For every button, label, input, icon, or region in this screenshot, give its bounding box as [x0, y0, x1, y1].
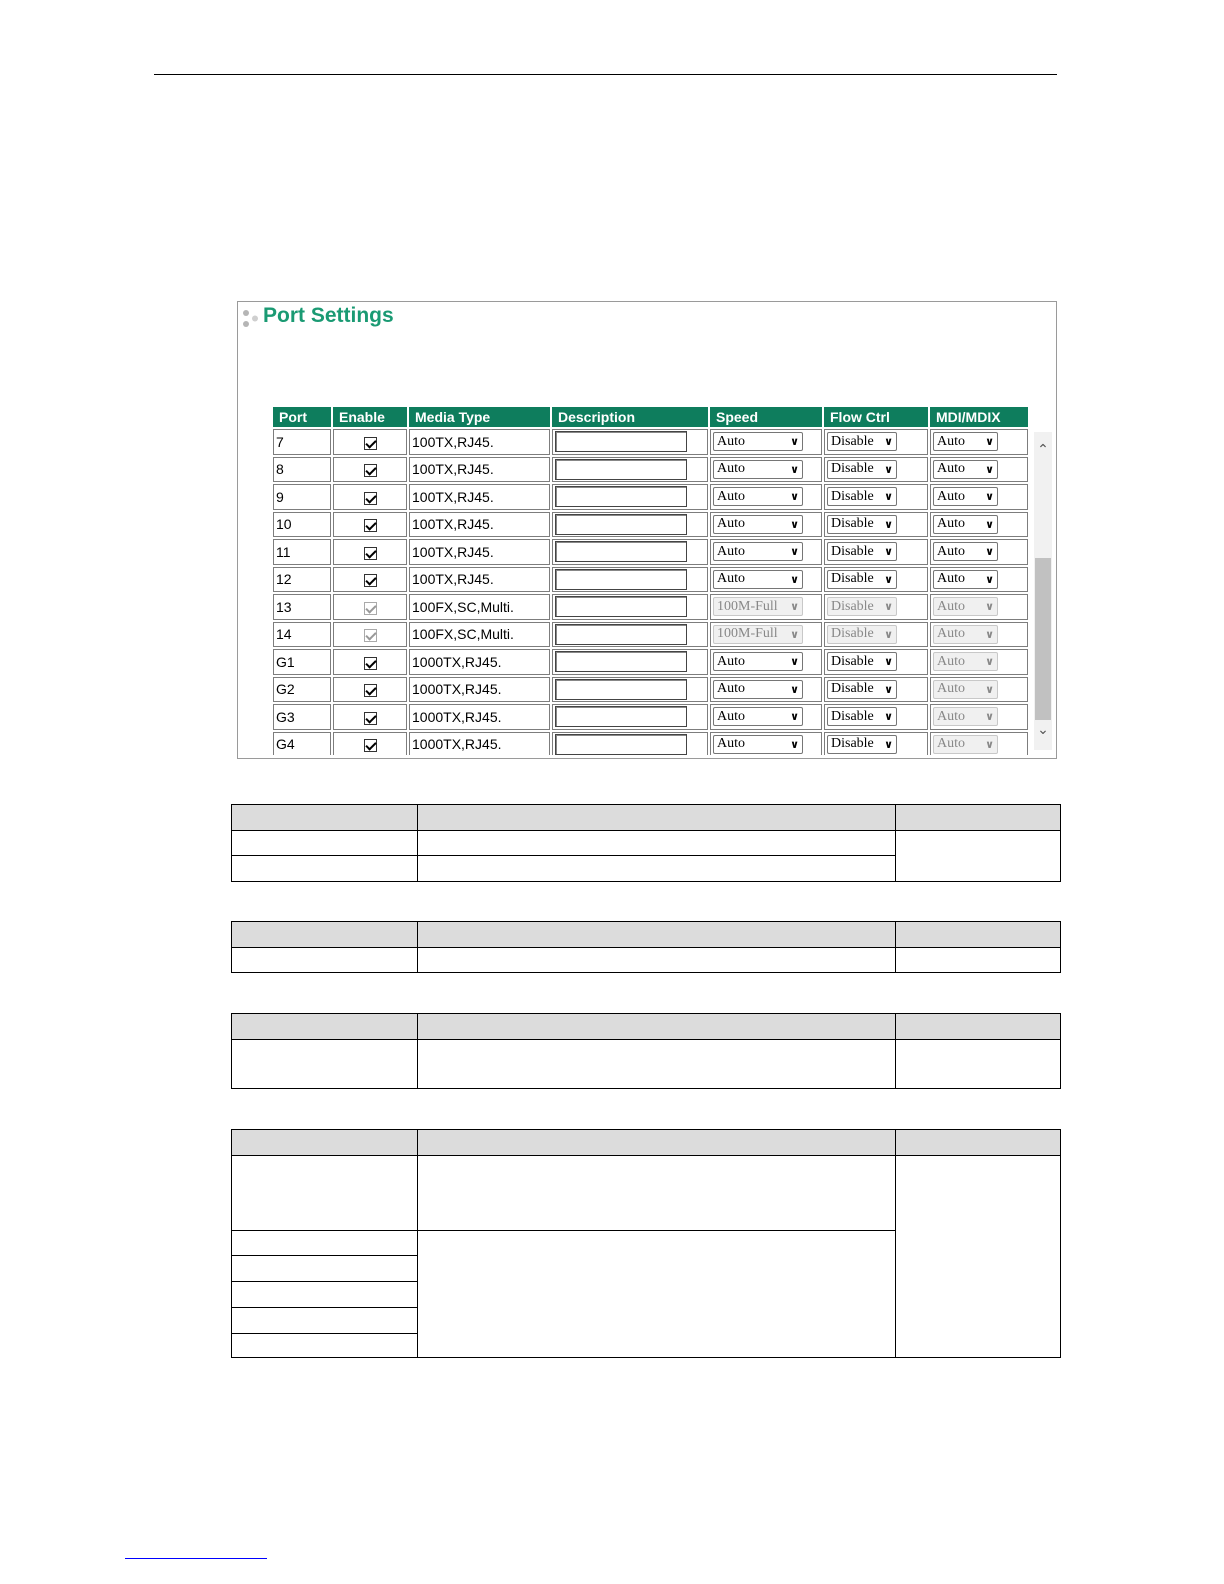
enable-cell: [333, 539, 407, 565]
speed-value: Auto: [717, 543, 745, 559]
chevron-down-icon: ∨: [884, 572, 893, 586]
mdi-select[interactable]: [933, 515, 998, 534]
description-cell: [552, 732, 708, 756]
speed-cell: [710, 512, 822, 538]
enable-checkbox: [364, 629, 377, 642]
port-settings-grid: [271, 405, 1031, 755]
chevron-down-icon: ∨: [790, 682, 799, 696]
table-row: [273, 732, 1028, 756]
table-row: [273, 484, 1028, 510]
flow-ctrl-cell: [824, 512, 928, 538]
enable-cell: [333, 732, 407, 756]
chevron-down-icon: ∨: [790, 517, 799, 531]
chevron-down-icon: ∨: [985, 655, 994, 669]
dots-icon: [242, 309, 260, 329]
mdi-cell: [930, 649, 1028, 675]
chevron-down-icon: ∨: [790, 600, 799, 614]
flow-ctrl-value: Disable: [831, 626, 874, 642]
footer-link-underline: [125, 1558, 267, 1559]
chevron-down-icon: ∨: [985, 600, 994, 614]
chevron-down-icon: ∨: [985, 490, 994, 504]
speed-select: [713, 597, 803, 616]
description-input[interactable]: [555, 651, 687, 672]
flow-ctrl-value: Disable: [831, 708, 874, 724]
description-cell: [552, 594, 708, 620]
table-row: [273, 704, 1028, 730]
speed-value: Auto: [717, 516, 745, 532]
mdi-value: Auto: [937, 681, 965, 697]
description-cell: [552, 649, 708, 675]
settings-table-2: [231, 921, 1061, 973]
scrollbar-thumb[interactable]: [1035, 558, 1051, 720]
port-cell: G2: [273, 677, 331, 703]
speed-value: Auto: [717, 461, 745, 477]
description-cell: [552, 512, 708, 538]
table-row: [273, 429, 1028, 455]
flow-ctrl-select[interactable]: [827, 570, 897, 589]
chevron-down-icon: ∨: [985, 710, 994, 724]
flow-ctrl-cell: [824, 677, 928, 703]
flow-ctrl-select[interactable]: [827, 735, 897, 754]
speed-select[interactable]: [713, 542, 803, 561]
media-type-cell: 100FX,SC,Multi.: [409, 594, 550, 620]
mdi-select: [933, 597, 998, 616]
speed-value: 100M-Full: [717, 598, 778, 614]
media-type-cell: 1000TX,RJ45.: [409, 704, 550, 730]
column-header: Port: [273, 407, 331, 427]
table-header-row: [232, 805, 1061, 831]
media-type-cell: 100TX,RJ45.: [409, 429, 550, 455]
flow-ctrl-value: Disable: [831, 653, 874, 669]
flow-ctrl-cell: [824, 567, 928, 593]
description-cell: [552, 484, 708, 510]
flow-ctrl-select[interactable]: [827, 652, 897, 671]
chevron-down-icon: ∨: [884, 627, 893, 641]
flow-ctrl-value: Disable: [831, 598, 874, 614]
chevron-down-icon: ∨: [985, 435, 994, 449]
table-row: [232, 1156, 1061, 1231]
header-rule: [154, 74, 1057, 75]
table-header-row: [232, 922, 1061, 948]
description-input[interactable]: [555, 541, 687, 562]
flow-ctrl-cell: [824, 732, 928, 756]
flow-ctrl-cell: [824, 539, 928, 565]
media-type-cell: 100TX,RJ45.: [409, 539, 550, 565]
mdi-cell: [930, 677, 1028, 703]
media-type-cell: 100TX,RJ45.: [409, 567, 550, 593]
settings-table-1: [231, 804, 1061, 882]
enable-checkbox[interactable]: [364, 712, 377, 725]
flow-ctrl-cell: [824, 649, 928, 675]
enable-cell: [333, 594, 407, 620]
flow-ctrl-select[interactable]: [827, 707, 897, 726]
media-type-cell: 100TX,RJ45.: [409, 512, 550, 538]
column-header: Description: [552, 407, 708, 427]
mdi-cell: [930, 457, 1028, 483]
mdi-value: Auto: [937, 461, 965, 477]
flow-ctrl-cell: [824, 429, 928, 455]
port-cell: 11: [273, 539, 331, 565]
port-cell: 14: [273, 622, 331, 648]
speed-select[interactable]: [713, 570, 803, 589]
mdi-select[interactable]: [933, 570, 998, 589]
port-cell: 12: [273, 567, 331, 593]
enable-checkbox[interactable]: [364, 464, 377, 477]
chevron-down-icon: ∨: [790, 737, 799, 751]
description-cell: [552, 457, 708, 483]
mdi-value: Auto: [937, 708, 965, 724]
flow-ctrl-select[interactable]: [827, 460, 897, 479]
speed-cell: [710, 649, 822, 675]
table-row: [232, 1040, 1061, 1089]
port-cell: G1: [273, 649, 331, 675]
mdi-value: Auto: [937, 653, 965, 669]
table-header-row: [232, 1130, 1061, 1156]
flow-ctrl-select[interactable]: [827, 432, 897, 451]
speed-value: Auto: [717, 571, 745, 587]
enable-checkbox[interactable]: [364, 519, 377, 532]
speed-cell: [710, 622, 822, 648]
settings-table-3: [231, 1013, 1061, 1089]
flow-ctrl-value: Disable: [831, 571, 874, 587]
mdi-select: [933, 707, 998, 726]
enable-cell: [333, 484, 407, 510]
description-input[interactable]: [555, 624, 687, 645]
chevron-down-icon: ∨: [985, 462, 994, 476]
chevron-down-icon: ∨: [790, 572, 799, 586]
table-row: [273, 677, 1028, 703]
mdi-value: Auto: [937, 543, 965, 559]
speed-cell: [710, 594, 822, 620]
speed-value: Auto: [717, 433, 745, 449]
mdi-select: [933, 735, 998, 754]
flow-ctrl-select: [827, 625, 897, 644]
table-row: [232, 948, 1061, 973]
chevron-down-icon: ∨: [985, 572, 994, 586]
column-header: Flow Ctrl: [824, 407, 928, 427]
flow-ctrl-value: Disable: [831, 543, 874, 559]
enable-cell: [333, 457, 407, 483]
mdi-cell: [930, 512, 1028, 538]
mdi-value: Auto: [937, 626, 965, 642]
table-row: [273, 594, 1028, 620]
speed-cell: [710, 539, 822, 565]
column-header: Media Type: [409, 407, 550, 427]
speed-cell: [710, 484, 822, 510]
speed-value: 100M-Full: [717, 626, 778, 642]
enable-checkbox[interactable]: [364, 739, 377, 752]
flow-ctrl-value: Disable: [831, 736, 874, 752]
description-cell: [552, 567, 708, 593]
speed-select[interactable]: [713, 680, 803, 699]
speed-cell: [710, 457, 822, 483]
speed-value: Auto: [717, 488, 745, 504]
enable-checkbox[interactable]: [364, 574, 377, 587]
mdi-value: Auto: [937, 598, 965, 614]
chevron-down-icon: ∨: [790, 710, 799, 724]
speed-cell: [710, 677, 822, 703]
mdi-cell: [930, 484, 1028, 510]
scrollbar[interactable]: [1034, 432, 1052, 750]
mdi-cell: [930, 429, 1028, 455]
mdi-value: Auto: [937, 736, 965, 752]
description-input[interactable]: [555, 569, 687, 590]
speed-cell: [710, 429, 822, 455]
media-type-cell: 100TX,RJ45.: [409, 457, 550, 483]
table-header-row: [273, 407, 1028, 427]
table-row: [273, 567, 1028, 593]
enable-cell: [333, 429, 407, 455]
mdi-value: Auto: [937, 488, 965, 504]
speed-cell: [710, 704, 822, 730]
port-cell: 7: [273, 429, 331, 455]
flow-ctrl-value: Disable: [831, 681, 874, 697]
mdi-value: Auto: [937, 433, 965, 449]
description-cell: [552, 539, 708, 565]
mdi-select[interactable]: [933, 432, 998, 451]
enable-checkbox[interactable]: [364, 657, 377, 670]
chevron-down-icon: ∨: [790, 655, 799, 669]
chevron-down-icon: ∨: [884, 462, 893, 476]
chevron-down-icon: ∨: [884, 517, 893, 531]
description-cell: [552, 677, 708, 703]
description-input[interactable]: [555, 431, 687, 452]
speed-value: Auto: [717, 681, 745, 697]
flow-ctrl-select: [827, 597, 897, 616]
enable-checkbox[interactable]: [364, 684, 377, 697]
flow-ctrl-cell: [824, 457, 928, 483]
mdi-cell: [930, 594, 1028, 620]
description-input[interactable]: [555, 596, 687, 617]
chevron-down-icon: ∨: [884, 655, 893, 669]
flow-ctrl-cell: [824, 622, 928, 648]
media-type-cell: 1000TX,RJ45.: [409, 732, 550, 756]
speed-select[interactable]: [713, 432, 803, 451]
speed-select[interactable]: [713, 652, 803, 671]
flow-ctrl-cell: [824, 704, 928, 730]
table-row: [273, 539, 1028, 565]
mdi-select[interactable]: [933, 460, 998, 479]
chevron-down-icon: ∨: [790, 490, 799, 504]
description-input[interactable]: [555, 514, 687, 535]
enable-checkbox[interactable]: [364, 492, 377, 505]
mdi-select: [933, 680, 998, 699]
mdi-value: Auto: [937, 516, 965, 532]
speed-value: Auto: [717, 736, 745, 752]
speed-value: Auto: [717, 653, 745, 669]
media-type-cell: 1000TX,RJ45.: [409, 649, 550, 675]
flow-ctrl-value: Disable: [831, 461, 874, 477]
media-type-cell: 1000TX,RJ45.: [409, 677, 550, 703]
mdi-cell: [930, 704, 1028, 730]
table-header-row: [232, 1014, 1061, 1040]
chevron-up-icon[interactable]: ⌃: [1037, 442, 1049, 458]
speed-value: Auto: [717, 708, 745, 724]
description-cell: [552, 704, 708, 730]
media-type-cell: 100FX,SC,Multi.: [409, 622, 550, 648]
chevron-down-icon: ∨: [985, 517, 994, 531]
port-cell: 10: [273, 512, 331, 538]
mdi-cell: [930, 732, 1028, 756]
speed-select: [713, 625, 803, 644]
enable-checkbox: [364, 602, 377, 615]
media-type-cell: 100TX,RJ45.: [409, 484, 550, 510]
mdi-select: [933, 625, 998, 644]
table-row: [273, 622, 1028, 648]
description-input[interactable]: [555, 486, 687, 507]
flow-ctrl-cell: [824, 594, 928, 620]
chevron-down-icon: ∨: [985, 682, 994, 696]
chevron-down-icon: ∨: [790, 435, 799, 449]
description-input[interactable]: [555, 734, 687, 755]
flow-ctrl-value: Disable: [831, 488, 874, 504]
enable-cell: [333, 704, 407, 730]
enable-cell: [333, 649, 407, 675]
flow-ctrl-select[interactable]: [827, 680, 897, 699]
chevron-down-icon: ∨: [790, 462, 799, 476]
port-cell: 8: [273, 457, 331, 483]
table-row: [232, 831, 1061, 856]
mdi-value: Auto: [937, 571, 965, 587]
column-header: Enable: [333, 407, 407, 427]
chevron-down-icon: ∨: [884, 710, 893, 724]
mdi-cell: [930, 622, 1028, 648]
enable-cell: [333, 622, 407, 648]
port-cell: 13: [273, 594, 331, 620]
mdi-cell: [930, 567, 1028, 593]
speed-cell: [710, 567, 822, 593]
chevron-down-icon: ∨: [985, 545, 994, 559]
speed-select[interactable]: [713, 460, 803, 479]
column-header: MDI/MDIX: [930, 407, 1028, 427]
speed-select[interactable]: [713, 515, 803, 534]
enable-cell: [333, 567, 407, 593]
description-input[interactable]: [555, 459, 687, 480]
enable-cell: [333, 677, 407, 703]
speed-select[interactable]: [713, 487, 803, 506]
flow-ctrl-select[interactable]: [827, 515, 897, 534]
chevron-down-icon: ∨: [790, 545, 799, 559]
speed-select[interactable]: [713, 707, 803, 726]
port-cell: 9: [273, 484, 331, 510]
chevron-down-icon: ∨: [884, 490, 893, 504]
flow-ctrl-select[interactable]: [827, 487, 897, 506]
mdi-select[interactable]: [933, 542, 998, 561]
enable-checkbox[interactable]: [364, 547, 377, 560]
enable-checkbox[interactable]: [364, 437, 377, 450]
speed-cell: [710, 732, 822, 756]
chevron-down-icon: ∨: [985, 737, 994, 751]
description-cell: [552, 622, 708, 648]
table-row: [273, 457, 1028, 483]
speed-select[interactable]: [713, 735, 803, 754]
description-input[interactable]: [555, 679, 687, 700]
chevron-down-icon: ∨: [884, 682, 893, 696]
port-table: [271, 405, 1030, 755]
chevron-down-icon: ∨: [884, 600, 893, 614]
description-cell: [552, 429, 708, 455]
port-cell: G3: [273, 704, 331, 730]
column-header: Speed: [710, 407, 822, 427]
port-cell: G4: [273, 732, 331, 756]
enable-cell: [333, 512, 407, 538]
flow-ctrl-value: Disable: [831, 433, 874, 449]
mdi-select: [933, 652, 998, 671]
chevron-down-icon[interactable]: ⌄: [1037, 722, 1049, 738]
flow-ctrl-cell: [824, 484, 928, 510]
mdi-cell: [930, 539, 1028, 565]
chevron-down-icon: ∨: [985, 627, 994, 641]
table-row: [273, 512, 1028, 538]
chevron-down-icon: ∨: [884, 737, 893, 751]
settings-table-4: [231, 1129, 1061, 1358]
chevron-down-icon: ∨: [884, 545, 893, 559]
flow-ctrl-select[interactable]: [827, 542, 897, 561]
page-title: Port Settings: [263, 304, 394, 327]
table-row: [273, 649, 1028, 675]
chevron-down-icon: ∨: [884, 435, 893, 449]
flow-ctrl-value: Disable: [831, 516, 874, 532]
description-input[interactable]: [555, 706, 687, 727]
chevron-down-icon: ∨: [790, 627, 799, 641]
mdi-select[interactable]: [933, 487, 998, 506]
